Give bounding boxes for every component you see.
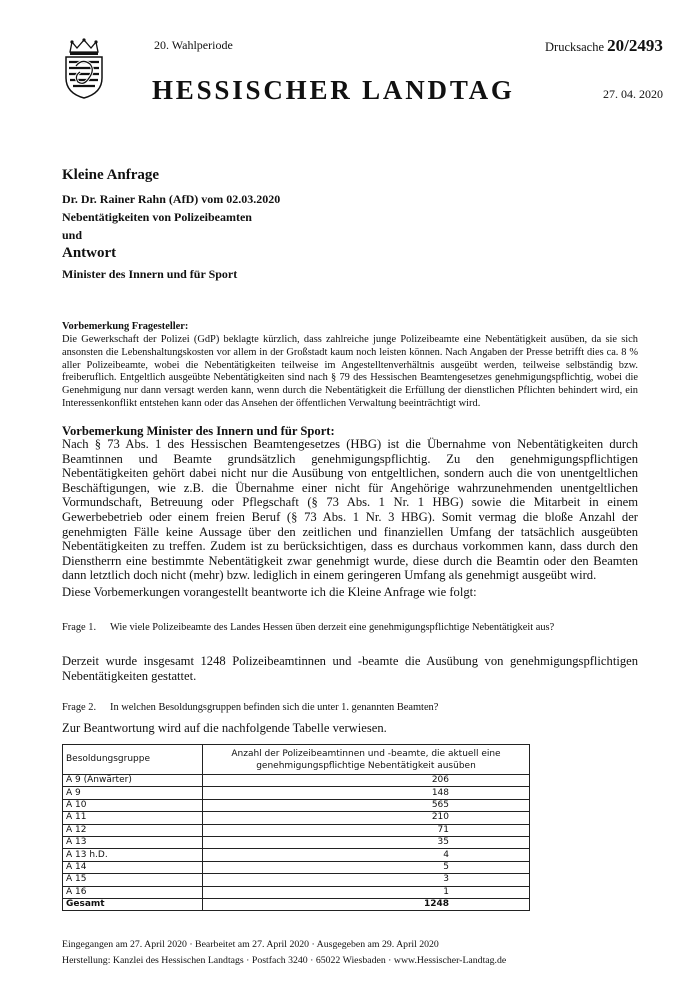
footer-imprint: Herstellung: Kanzlei des Hessischen Landtags · Postfach 3240 · 65022 Wiesbaden · www.Hessischer-Landtag.de xyxy=(62,955,507,966)
table-cell-count: 565 xyxy=(203,799,530,811)
table-cell-count: 1 xyxy=(203,886,530,898)
table-cell-group: A 13 h.D. xyxy=(63,849,203,861)
table-header-count: Anzahl der Polizeibeamtinnen und -beamte, die aktuell eine genehmigungspflichtige Nebentätigkeit ausüben xyxy=(203,745,530,775)
author-line: Dr. Dr. Rainer Rahn (AfD) vom 02.03.2020 xyxy=(62,192,281,206)
landtag-title: HESSISCHER LANDTAG xyxy=(152,75,515,105)
table-cell-count: 148 xyxy=(203,787,530,799)
minister-line: Minister des Innern und für Sport xyxy=(62,267,238,281)
table-cell-group: A 13 xyxy=(63,836,203,848)
table-cell-group: A 15 xyxy=(63,874,203,886)
table-row xyxy=(63,886,530,898)
table-cell-group: A 10 xyxy=(63,799,203,811)
table-cell-count: 206 xyxy=(203,775,530,787)
hessen-coat-of-arms-icon xyxy=(62,38,106,100)
footer-dates: Eingegangen am 27. April 2020 · Bearbeitet am 27. April 2020 · Ausgegeben am 29. April 2020 xyxy=(62,939,439,950)
frage-2-text: In welchen Besoldungsgruppen befinden sich die unter 1. genannten Beamten? xyxy=(110,702,439,713)
table-row xyxy=(63,836,530,848)
table-row xyxy=(63,824,530,836)
table-total-value: 1248 xyxy=(203,898,530,910)
vorbemerkung-minister-text: Nach § 73 Abs. 1 des Hessischen Beamtengesetzes (HBG) ist die Übernahme von Nebentätigkeiten durch Beamtinnen und Beamte grundsätzlich genehmigungspflichtig. Zu den genehmigungspflichtigen Nebentätigkeiten gehört dabei nicht nur die Ausübung von entgeltlichen, sondern auch die von unentgeltlichen Beschäftigungen, wie z.B. die Übernahme einer nicht für Angehörige wahrzunehmenden unentgeltlichen Vormundschaft, Betreuung oder Pflegschaft (§ 73 Abs. 1 Nr. 1 HBG) sowie die Mitarbeit in einem Gewerbebetrieb oder einem freien Beruf (§ 73 Abs. 1 Nr. 3 HBG). Somit vermag die bloße Anzahl der genehmigten Fälle keine Aussage über den zeitlichen und finanziellen Umfang der tatsächlich ausgeübten Nebentätigkeiten zu treffen. Zudem ist zu berücksichtigen, dass es durchaus vorkommen kann, dass durch den Dienstherrn eine bestimmte Nebentätigkeit zwar genehmigt wurde, diese durch die Beamtin oder den Beamten dann letztlich doch nicht (mehr) bzw. lediglich in einem geringeren Umfang als genehmigt ausgeübt wird. xyxy=(62,437,638,583)
frage-1-label: Frage 1. xyxy=(62,622,97,633)
drucksache xyxy=(545,36,663,56)
antwort-heading: Antwort xyxy=(62,245,117,261)
table-total-label: Gesamt xyxy=(63,898,203,910)
vorbemerkung-fragesteller-heading: Vorbemerkung Fragesteller: xyxy=(62,321,189,332)
table-row xyxy=(63,849,530,861)
table-total-row xyxy=(63,898,530,910)
antwort-2: Zur Beantwortung wird auf die nachfolgende Tabelle verwiesen. xyxy=(62,721,387,735)
besoldung-table xyxy=(62,744,530,911)
table-cell-count: 3 xyxy=(203,874,530,886)
drucksache-label: Drucksache xyxy=(545,40,604,54)
topic-line: Nebentätigkeiten von Polizeibeamten xyxy=(62,210,252,224)
vorbemerkung-fragesteller-text: Die Gewerkschaft der Polizei (GdP) beklagte kürzlich, dass zahlreiche junge Polizeibeamte eine Nebentätigkeit ausüben, da sie sich ansonsten die Lebenshaltungskosten vor allem in der Großstadt kaum noch leisten können. Nach Angaben der Presse betrifft dies ca. 8 % aller Polizeibeamte, wobei die Nebentätigkeiten teilweise im Angestelltenverhältnis ausgeübt werden, teilweise selbständig bzw. freiberuflich. Entgeltlich ausgeübte Nebentätigkeiten sind nach § 79 des Hessischen Beamtengesetzes genehmigungspflichtig, wobei die Genehmigung nur dann versagt werden kann, wenn durch die Nebentätigkeit die Erfüllung der dienstlichen Pflichten behindert wird, ein Interessenkonflikt entstehen kann oder das Ansehen der öffentlichen Verwaltung beeinträchtigt wird. xyxy=(62,334,638,409)
table-header-row xyxy=(63,745,530,775)
table-cell-group: A 9 (Anwärter) xyxy=(63,775,203,787)
table-cell-group: A 12 xyxy=(63,824,203,836)
document-date: 27. 04. 2020 xyxy=(603,87,663,101)
table-row xyxy=(63,787,530,799)
und-line: und xyxy=(62,228,83,242)
table-cell-count: 71 xyxy=(203,824,530,836)
frage-2-label: Frage 2. xyxy=(62,702,97,713)
table-cell-count: 5 xyxy=(203,861,530,873)
table-cell-group: A 16 xyxy=(63,886,203,898)
antwort-1: Derzeit wurde insgesamt 1248 Polizeibeamtinnen und -beamte die Ausübung von genehmigungspflichtigen Nebentätigkeiten gestattet. xyxy=(62,654,638,683)
table-header-group: Besoldungsgruppe xyxy=(63,745,203,775)
intro-text: Diese Vorbemerkungen vorangestellt beantworte ich die Kleine Anfrage wie folgt: xyxy=(62,585,477,599)
vorbemerkung-minister-heading: Vorbemerkung Minister des Innern und für Sport: xyxy=(62,424,335,438)
kleine-anfrage-heading: Kleine Anfrage xyxy=(62,167,160,183)
table-row xyxy=(63,861,530,873)
table-row xyxy=(63,874,530,886)
table-row xyxy=(63,775,530,787)
drucksache-number: 20/2493 xyxy=(607,36,663,55)
table-cell-count: 35 xyxy=(203,836,530,848)
table-cell-count: 210 xyxy=(203,812,530,824)
table-cell-group: A 11 xyxy=(63,812,203,824)
table-cell-count: 4 xyxy=(203,849,530,861)
frage-1-text: Wie viele Polizeibeamte des Landes Hessen üben derzeit eine genehmigungspflichtige Nebentätigkeit aus? xyxy=(110,622,555,633)
table-cell-group: A 14 xyxy=(63,861,203,873)
table-row xyxy=(63,812,530,824)
wahlperiode: 20. Wahlperiode xyxy=(154,38,233,52)
table-row xyxy=(63,799,530,811)
table-cell-group: A 9 xyxy=(63,787,203,799)
